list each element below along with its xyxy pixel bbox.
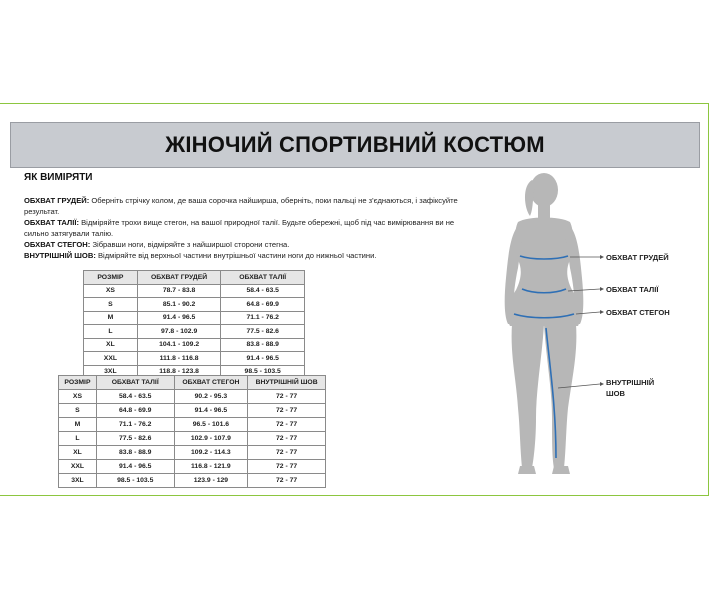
table-row <box>59 460 326 474</box>
table-cell: 102.9 - 107.9 <box>174 432 248 446</box>
instruction-label: ВНУТРІШНІЙ ШОВ: <box>24 251 96 260</box>
table-row <box>84 298 305 312</box>
silhouette-shape <box>505 173 584 474</box>
table-cell: 58.4 - 63.5 <box>96 390 174 404</box>
column-header: РОЗМІР <box>84 271 138 285</box>
label-waist: ОБХВАТ ТАЛІЇ <box>606 285 659 294</box>
instruction-text: Відміряйте від верхньої частини внутрішньої частини ноги до нижньої частини. <box>95 251 377 260</box>
table-row <box>84 284 305 298</box>
instruction-chest <box>24 195 464 217</box>
table-cell: 71.1 - 76.2 <box>96 418 174 432</box>
table-cell: 83.8 - 88.9 <box>96 446 174 460</box>
table-cell: L <box>84 325 138 339</box>
table-cell: L <box>59 432 97 446</box>
instruction-label: ОБХВАТ ГРУДЕЙ: <box>24 196 90 205</box>
table-cell: 111.8 - 116.8 <box>137 352 221 366</box>
leader-arrows <box>600 255 604 386</box>
instruction-text: Відміряйте трохи вище стегон, на вашої природної талії. Будьте обережні, щоб під час вимірювання ви не сильно затягували талію. <box>24 218 455 238</box>
table-row <box>84 352 305 366</box>
table-cell: S <box>59 404 97 418</box>
table-cell: M <box>84 311 138 325</box>
instruction-text: Зібравши ноги, відміряйте з найширшої сторони стегна. <box>90 240 290 249</box>
instruction-label: ОБХВАТ СТЕГОН: <box>24 240 91 249</box>
instruction-inseam <box>24 250 464 261</box>
table-cell: 91.4 - 96.5 <box>174 404 248 418</box>
table-cell: 96.5 - 101.6 <box>174 418 248 432</box>
table-cell: XXL <box>59 460 97 474</box>
table-cell: 72 - 77 <box>248 390 326 404</box>
table-cell: 83.8 - 88.9 <box>221 338 305 352</box>
table-cell: 116.8 - 121.9 <box>174 460 248 474</box>
table-header-row <box>59 376 326 390</box>
table-cell: 104.1 - 109.2 <box>137 338 221 352</box>
column-header: ОБХВАТ ТАЛІЇ <box>221 271 305 285</box>
table-row <box>59 474 326 488</box>
table-cell: 118.8 - 123.8 <box>137 365 221 379</box>
instruction-waist <box>24 217 464 239</box>
table-header-row <box>84 271 305 285</box>
table-cell: 78.7 - 83.8 <box>137 284 221 298</box>
instruction-hips <box>24 239 464 250</box>
table-cell: 109.2 - 114.3 <box>174 446 248 460</box>
size-table-bottom <box>58 375 326 488</box>
table-cell: 97.8 - 102.9 <box>137 325 221 339</box>
label-inseam <box>606 377 654 399</box>
table-cell: M <box>59 418 97 432</box>
table-cell: 72 - 77 <box>248 432 326 446</box>
size-table-top <box>83 270 305 379</box>
table-cell: 85.1 - 90.2 <box>137 298 221 312</box>
table-cell: 58.4 - 63.5 <box>221 284 305 298</box>
table-row <box>59 404 326 418</box>
table-cell: 91.4 - 96.5 <box>221 352 305 366</box>
page-title: ЖІНОЧИЙ СПОРТИВНИЙ КОСТЮМ <box>165 132 545 157</box>
table-cell: 98.5 - 103.5 <box>96 474 174 488</box>
table-cell: XL <box>59 446 97 460</box>
title-banner <box>10 122 700 168</box>
table-cell: 71.1 - 76.2 <box>221 311 305 325</box>
howto-heading: ЯК ВИМІРЯТИ <box>24 172 93 183</box>
column-header: ОБХВАТ СТЕГОН <box>174 376 248 390</box>
table-cell: 64.8 - 69.9 <box>96 404 174 418</box>
table-cell: XS <box>84 284 138 298</box>
label-inseam-line1: ВНУТРІШНІЙ <box>606 378 655 387</box>
table-row <box>84 311 305 325</box>
table-cell: 72 - 77 <box>248 474 326 488</box>
table-cell: 3XL <box>84 365 138 379</box>
table-cell: 123.9 - 129 <box>174 474 248 488</box>
table-row <box>59 432 326 446</box>
table-cell: 64.8 - 69.9 <box>221 298 305 312</box>
instruction-label: ОБХВАТ ТАЛІЇ: <box>24 218 79 227</box>
table-cell: XS <box>59 390 97 404</box>
column-header: ОБХВАТ ТАЛІЇ <box>96 376 174 390</box>
table-cell: 72 - 77 <box>248 418 326 432</box>
table-cell: 77.5 - 82.6 <box>221 325 305 339</box>
table-cell: S <box>84 298 138 312</box>
table-cell: 98.5 - 103.5 <box>221 365 305 379</box>
table-cell: 91.4 - 96.5 <box>137 311 221 325</box>
column-header: ВНУТРІШНІЙ ШОВ <box>248 376 326 390</box>
table-row <box>59 390 326 404</box>
label-hips: ОБХВАТ СТЕГОН <box>606 308 670 317</box>
table-cell: 91.4 - 96.5 <box>96 460 174 474</box>
table-row <box>59 446 326 460</box>
table-row <box>59 418 326 432</box>
table-cell: 3XL <box>59 474 97 488</box>
table-row <box>84 338 305 352</box>
column-header: ОБХВАТ ГРУДЕЙ <box>137 271 221 285</box>
table-cell: 72 - 77 <box>248 460 326 474</box>
table-cell: XL <box>84 338 138 352</box>
label-inseam-line2: ШОВ <box>606 389 626 398</box>
column-header: РОЗМІР <box>59 376 97 390</box>
table-row <box>84 325 305 339</box>
instruction-text: Оберніть стрічку колом, де ваша сорочка найширша, оберніть, поки пальці не з'єднаються, і зафіксуйте результат. <box>24 196 458 216</box>
table-cell: 72 - 77 <box>248 446 326 460</box>
table-cell: XXL <box>84 352 138 366</box>
table-cell: 72 - 77 <box>248 404 326 418</box>
body-silhouette <box>470 168 610 488</box>
table-cell: 77.5 - 82.6 <box>96 432 174 446</box>
label-chest: ОБХВАТ ГРУДЕЙ <box>606 253 669 262</box>
table-cell: 90.2 - 95.3 <box>174 390 248 404</box>
